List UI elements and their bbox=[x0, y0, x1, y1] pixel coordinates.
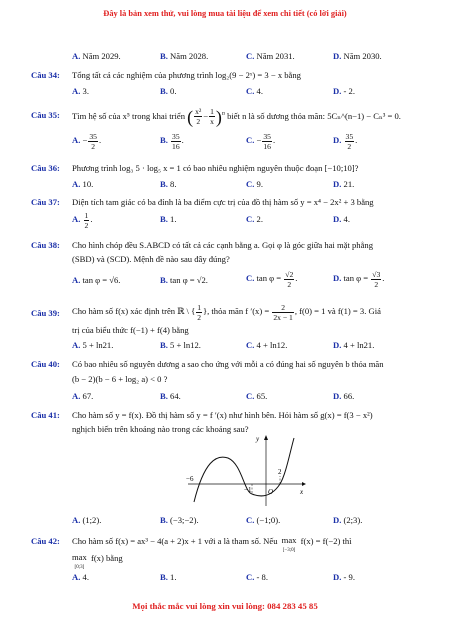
q41-option-b[interactable]: B. (−3;−2). bbox=[160, 515, 199, 525]
q33-option-d[interactable]: D. Năm 2030. bbox=[333, 51, 382, 61]
q34-text: Tổng tất cả các nghiệm của phương trình log₂(9 − 2ˣ) = 3 − x bằng bbox=[72, 70, 301, 80]
q41-label: Câu 41: bbox=[31, 410, 60, 420]
q42-option-d[interactable]: D. - 9. bbox=[333, 572, 355, 582]
q36-option-c[interactable]: C. 9. bbox=[246, 179, 263, 189]
q38-option-a[interactable]: A. tan φ = √6. bbox=[72, 275, 121, 285]
footer-contact: Mọi thắc mắc vui lòng xin vui lòng: 084 283 45 85 bbox=[132, 601, 318, 611]
q40-line2: (b − 2)(b − 6 + log₂ a) < 0 ? bbox=[72, 374, 168, 384]
q37-option-d[interactable]: D. 4. bbox=[333, 214, 350, 224]
q41-option-d[interactable]: D. (2;3). bbox=[333, 515, 363, 525]
q41-derivative-graph bbox=[182, 432, 312, 512]
x-axis-arrow bbox=[302, 482, 306, 486]
q34-option-d[interactable]: D. - 2. bbox=[333, 86, 355, 96]
q35-option-d[interactable]: D. $\frac{35}{2}$ . bbox=[333, 131, 358, 151]
q34-label: Câu 34: bbox=[31, 70, 60, 80]
q37-text: Diện tích tam giác có ba đỉnh là ba điểm cực trị của đồ thị hàm số y = x⁴ − 2x² + 3 bằng bbox=[72, 197, 374, 207]
q38-option-d[interactable]: D. tan φ = $\frac{√3}{2}$ . bbox=[333, 269, 385, 289]
q40-option-b[interactable]: B. 64. bbox=[160, 391, 181, 401]
x-label: x bbox=[300, 488, 304, 496]
tick-neg6: −6 bbox=[186, 475, 194, 483]
q38-option-c[interactable]: C. tan φ = $\frac{√2}{2}$ . bbox=[246, 269, 298, 289]
q39-label: Câu 39: bbox=[31, 308, 60, 318]
tick-2: 2 bbox=[278, 468, 282, 476]
q42-option-a[interactable]: A. 4. bbox=[72, 572, 89, 582]
q37-option-a[interactable]: A. $\frac{1}{2}$ . bbox=[72, 210, 93, 230]
q36-text: Phương trình log₃ 5 · log₅ x = 1 có bao nhiêu nghiệm nguyên thuộc đoạn [−10;10]? bbox=[72, 163, 359, 173]
q42-option-c[interactable]: C. - 8. bbox=[246, 572, 268, 582]
q42-line1: Cho hàm số f(x) = ax³ − 4(a + 2)x + 1 với a là tham số. Nếu max [−3;0] f(x) = f(−2) thì bbox=[72, 535, 352, 553]
q36-option-b[interactable]: B. 8. bbox=[160, 179, 177, 189]
q39-option-d[interactable]: D. 4 + ln21. bbox=[333, 340, 375, 350]
q36-option-d[interactable]: D. 21. bbox=[333, 179, 355, 189]
q37-option-b[interactable]: B. 1. bbox=[160, 214, 177, 224]
q34-option-b[interactable]: B. 0. bbox=[160, 86, 177, 96]
q33-option-a[interactable]: A. Năm 2029. bbox=[72, 51, 121, 61]
q35-option-b[interactable]: B. $\frac{35}{16}$ . bbox=[160, 131, 184, 151]
q39-line2: trị của biểu thức f(−1) + f(4) bằng bbox=[72, 325, 189, 335]
q40-option-d[interactable]: D. 66. bbox=[333, 391, 355, 401]
tick-neg1: −1 bbox=[244, 486, 252, 494]
q39-option-a[interactable]: A. 5 + ln21. bbox=[72, 340, 114, 350]
q40-line1: Có bao nhiêu số nguyên dương a sao cho ứng với mỗi a có đúng hai số nguyên b thỏa mãn bbox=[72, 359, 384, 369]
q39-option-c[interactable]: C. 4 + ln12. bbox=[246, 340, 288, 350]
q41-line2: nghịch biến trên khoảng nào trong các khoảng sau? bbox=[72, 424, 249, 434]
q41-option-c[interactable]: C. (−1;0). bbox=[246, 515, 281, 525]
q38-line2: (SBD) và (SCD). Mệnh đề nào sau đây đúng? bbox=[72, 254, 230, 264]
q39-option-b[interactable]: B. 5 + ln12. bbox=[160, 340, 201, 350]
origin-label: O bbox=[268, 488, 274, 496]
q41-option-a[interactable]: A. (1;2). bbox=[72, 515, 102, 525]
q42-label: Câu 42: bbox=[31, 536, 60, 546]
q42-option-b[interactable]: B. 1. bbox=[160, 572, 177, 582]
q34-option-c[interactable]: C. 4. bbox=[246, 86, 263, 96]
q40-label: Câu 40: bbox=[31, 359, 60, 369]
q35-label: Câu 35: bbox=[31, 110, 60, 120]
q35-option-a[interactable]: A. − $\frac{35}{2}$ . bbox=[72, 131, 102, 151]
q36-option-a[interactable]: A. 10. bbox=[72, 179, 94, 189]
q35-text: Tìm hệ số của x⁵ trong khai triển ( $\frac{\text{x²}}{2}$ − $\frac{1}{x}$ )$^n$ biết n là số dương thỏa mãn: 5Cₙ^(n−1) − Cₙ³ = 0. bbox=[72, 106, 401, 127]
banner: Đây là bản xem thử, vui lòng mua tài liệu để xem chi tiết (có lời giải) bbox=[103, 9, 347, 18]
q37-option-c[interactable]: C. 2. bbox=[246, 214, 263, 224]
q37-label: Câu 37: bbox=[31, 197, 60, 207]
q40-option-c[interactable]: C. 65. bbox=[246, 391, 268, 401]
q33-option-b[interactable]: B. Năm 2028. bbox=[160, 51, 209, 61]
q40-option-a[interactable]: A. 67. bbox=[72, 391, 94, 401]
y-axis-arrow bbox=[264, 435, 268, 440]
q35-option-c[interactable]: C. − $\frac{35}{16}$ . bbox=[246, 131, 276, 151]
q36-label: Câu 36: bbox=[31, 163, 60, 173]
q41-line1: Cho hàm số y = f(x). Đồ thị hàm số y = f ′(x) như hình bên. Hỏi hàm số g(x) = f(3 − x²) bbox=[72, 410, 373, 420]
q33-option-c[interactable]: C. Năm 2031. bbox=[246, 51, 295, 61]
y-label: y bbox=[256, 435, 260, 443]
q38-line1: Cho hình chóp đều S.ABCD có tất cả các cạnh bằng a. Gọi φ là góc giữa hai mặt phẳng bbox=[72, 240, 374, 250]
q39-line1: Cho hàm số f(x) xác định trên ℝ \ { $\frac{1}{2}$ }, thỏa mãn f ′(x) = $\frac{2}{2x - 1}$ , f(0) = 1 và f(1) = 3. Giá bbox=[72, 302, 381, 322]
q38-option-b[interactable]: B. tan φ = √2. bbox=[160, 275, 208, 285]
q34-option-a[interactable]: A. 3. bbox=[72, 86, 89, 96]
q38-label: Câu 38: bbox=[31, 240, 60, 250]
q42-line2: max [0;3] f(x) bằng bbox=[72, 552, 123, 570]
